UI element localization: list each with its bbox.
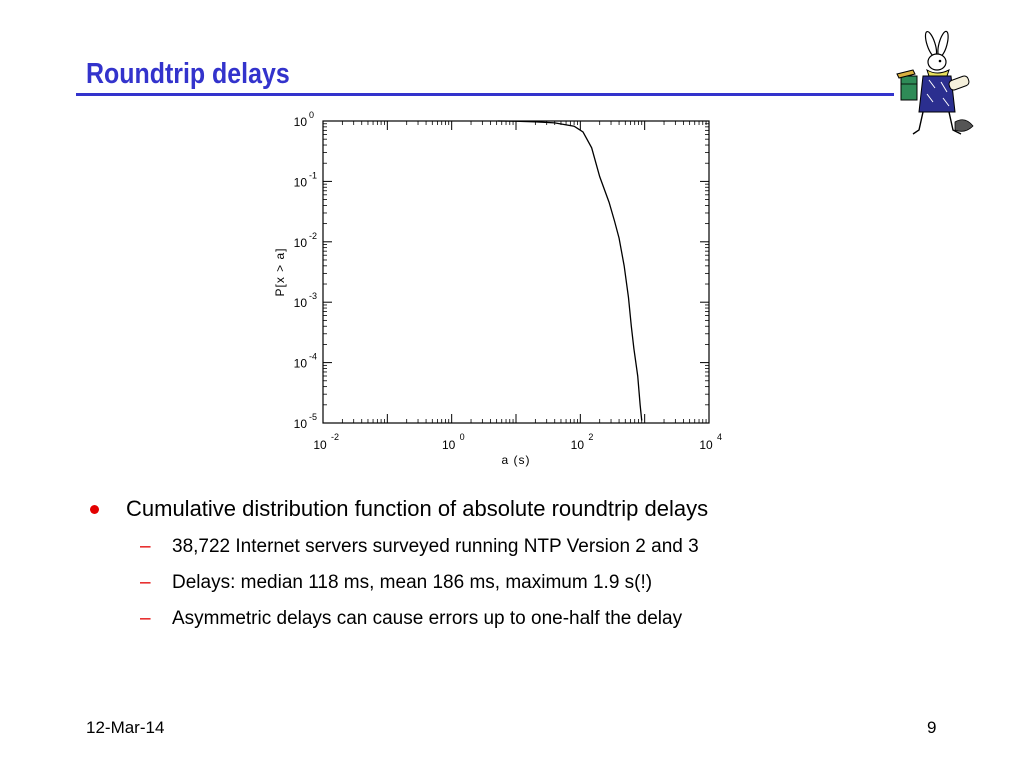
y-tick-label: 10 [293,235,307,250]
y-tick-label: 10 [293,417,307,431]
x-tick-label: 10 [570,438,585,452]
sub-bullet [86,570,966,596]
plot-frame [323,121,709,423]
bullet-main-text: Cumulative distribution function of absolute roundtrip delays [126,496,709,521]
sub-bullet-text: 38,722 Internet servers surveyed running NTP Version 2 and 3 [172,536,699,557]
y-tick-label: 10 [293,115,307,129]
x-tick-exponent: 2 [588,432,594,442]
x-tick-exponent: 4 [717,432,723,442]
y-tick-labels [294,110,317,431]
bullet-main [86,494,966,524]
sub-bullet-text: Asymmetric delays can cause errors up to one-half the delay [172,608,683,629]
axis-ticks [323,121,709,423]
bullet-list [86,494,966,632]
y-tick-label: 10 [293,356,307,371]
x-tick-label: 10 [441,438,456,452]
dash-icon: – [140,536,151,557]
dash-icon: – [140,572,151,593]
x-tick-labels [313,432,722,452]
x-tick-label: 10 [699,438,713,452]
slide-title: Roundtrip delays [86,58,290,90]
dash-icon: – [140,608,151,629]
y-tick-label: 10 [293,175,307,190]
y-tick-exponent: -5 [309,412,318,422]
sub-bullet-text: Delays: median 118 ms, mean 186 ms, maximum 1.9 s(!) [172,572,653,593]
sub-bullet [86,606,966,632]
cdf-chart [262,100,742,480]
y-tick-exponent: -1 [309,170,318,181]
page-number: 9 [927,718,937,737]
y-tick-exponent: 0 [309,110,315,120]
y-tick-exponent: -3 [309,291,318,302]
y-tick-exponent: -2 [309,230,318,241]
x-axis-label: a (s) [501,453,531,467]
y-tick-label: 10 [293,296,307,311]
series-line [498,121,642,421]
sub-bullet [86,534,966,560]
y-axis-label: P[x > a] [273,247,287,297]
bullet-dot [90,505,99,514]
x-tick-exponent: -2 [331,432,340,442]
footer-date: 12-Mar-14 [86,718,165,737]
title-underline [76,93,894,96]
white-rabbit-icon [893,30,977,138]
y-tick-exponent: -4 [309,351,318,362]
x-tick-exponent: 0 [459,432,465,442]
x-tick-label: 10 [313,438,327,452]
